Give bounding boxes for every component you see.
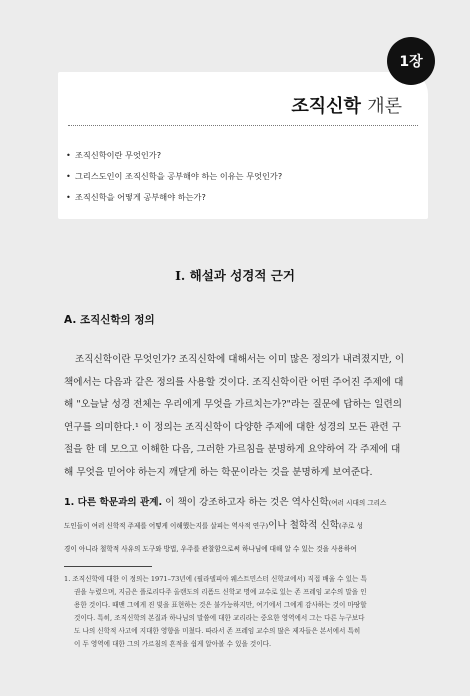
numbered-paragraph-line — [64, 513, 438, 536]
chapter-badge: 1장 — [387, 37, 435, 85]
footnote-line: 이 두 영역에 대한 그의 가르침의 흔적을 쉽게 알아볼 수 있을 것이다. — [74, 640, 272, 649]
chapter-question-text: 조직신학을 어떻게 공부해야 하는가? — [75, 192, 206, 202]
body-line: 해 "오늘날 성경 전체는 우리에게 무엇을 가르치는가?"라는 질문에 답하는 일련의 — [64, 399, 402, 410]
chapter-question — [66, 166, 282, 187]
numbered-paragraph-head: 1. 다른 학문과의 관계. — [64, 497, 163, 508]
footnote-divider — [64, 566, 152, 567]
footnote-line: 것이다. 특히, 조직신학의 본질과 하나님의 말씀에 대한 교리라는 중요한 영역에서 그는 다른 누구보다 — [74, 614, 365, 623]
footnote-line: 권을 누렸으며, 지금은 플로리다주 올랜도의 리폼드 신학교 명예 교수로 있는 존 프레임 교수의 말을 인 — [74, 588, 367, 597]
numbered-paragraph-line — [64, 536, 438, 559]
body-line: 조직신학이란 무엇인가? 조직신학에 대해서는 이미 많은 정의가 내려졌지만, 이 — [75, 354, 405, 365]
numbered-paragraph-note: 도인들이 여러 신학적 주제를 어떻게 이해했는지를 살피는 역사적 연구) — [64, 522, 269, 530]
body-line: 책에서는 다음과 같은 정의를 사용할 것이다. 조직신학이란 어떤 주어진 주제에 대 — [64, 376, 404, 388]
chapter-title-bold: 조직신학 — [291, 96, 361, 117]
dotted-divider — [68, 125, 418, 126]
body-line: 해 무엇을 믿어야 하는지 깨닫게 하는 학문이라는 것을 분명하게 보여준다. — [64, 466, 373, 478]
footnote-line: 1. 조직신학에 대한 이 정의는 1971–73년에 (필라델피아 웨스트민스터 신학교에서) 직접 배울 수 있는 특 — [64, 575, 367, 583]
chapter-question-list — [66, 145, 282, 208]
chapter-question — [66, 187, 282, 208]
chapter-question — [66, 145, 282, 166]
numbered-paragraph-note: (주로 성 — [339, 522, 363, 530]
numbered-paragraph-text: 이 책이 강조하고자 하는 것은 역사신학 — [162, 497, 329, 508]
bullet-icon: • — [66, 171, 71, 181]
footnote — [64, 573, 434, 652]
chapter-intro-box — [58, 72, 428, 219]
footnote-line: 도 나의 신학적 사고에 지대한 영향을 미쳤다. 따라서 존 프레임 교수의 많은 제자들은 본서에서 특히 — [74, 627, 361, 636]
numbered-paragraph-text: 이나 철학적 신학 — [268, 520, 340, 531]
numbered-paragraph-line — [64, 490, 438, 513]
body-line: 연구를 의미한다.¹ 이 정의는 조직신학이 다양한 주제에 대한 성경의 모든 관련 구 — [64, 421, 402, 433]
chapter-title — [291, 92, 402, 118]
bullet-icon: • — [66, 192, 71, 202]
chapter-title-light: 개론 — [367, 96, 402, 117]
numbered-paragraph-note: (여러 시대의 그리스 — [328, 499, 387, 507]
subsection-heading: A. 조직신학의 정의 — [64, 314, 155, 326]
footnote-line: 용한 것이다. 때맨 그에게 진 빚을 표현하는 것은 불가능하지만, 여기에서 그에게 감사하는 것이 마땅할 — [74, 601, 367, 610]
numbered-paragraph-note: 경이 아니라 철학적 사유의 도구와 방법, 우주를 관찰함으로써 하나님에 대해 알 수 있는 것을 사용하여 — [64, 545, 357, 553]
chapter-question-text: 그리스도인이 조직신학을 공부해야 하는 이유는 무엇인가? — [75, 171, 283, 181]
section-heading: I. 해설과 성경적 근거 — [175, 268, 295, 283]
chapter-question-text: 조직신학이란 무엇인가? — [75, 150, 162, 160]
body-paragraph — [64, 349, 436, 484]
numbered-paragraph — [64, 490, 438, 559]
bullet-icon: • — [66, 150, 71, 160]
body-line: 절을 한 데 모으고 이해한 다음, 그러한 가르침을 분명하게 요약하여 각 주제에 대 — [64, 444, 401, 455]
